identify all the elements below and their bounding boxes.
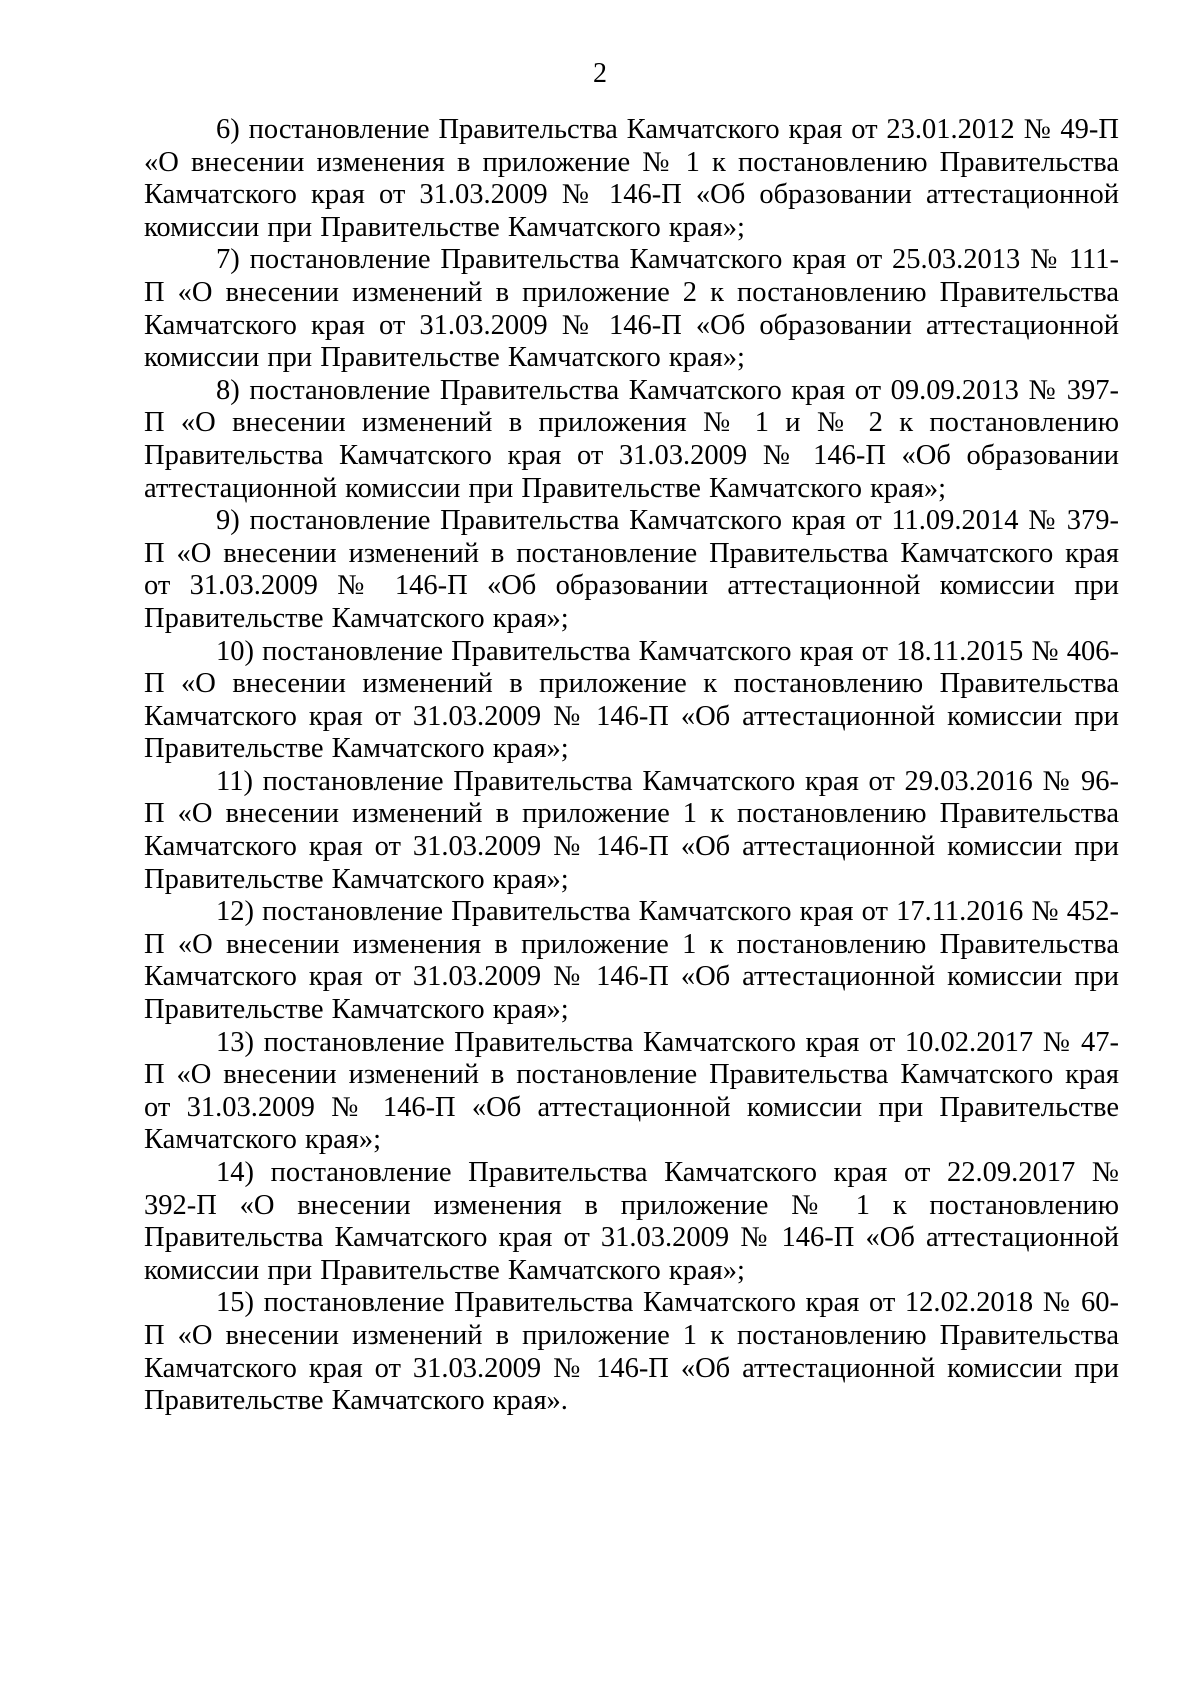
list-item: 10) постановление Правительства Камчатского края от 18.11.2015 № 406-П «О внесении изменений в приложение к постановлению Правительства Камчатского края от 31.03.2009 № 146-П «Об аттестационной комиссии при Правительстве Камчатского края»; (144, 635, 1119, 765)
list-item: 11) постановление Правительства Камчатского края от 29.03.2016 № 96-П «О внесении изменений в приложение 1 к постановлению Правительства Камчатского края от 31.03.2009 № 146-П «Об аттестационной комиссии при Правительстве Камчатского края»; (144, 765, 1119, 895)
list-item: 7) постановление Правительства Камчатского края от 25.03.2013 № 111-П «О внесении изменений в приложение 2 к постановлению Правительства Камчатского края от 31.03.2009 № 146-П «Об образовании аттестационной комиссии при Правительстве Камчатского края»; (144, 244, 1119, 374)
page-number: 2 (593, 58, 607, 89)
list-item: 12) постановление Правительства Камчатского края от 17.11.2016 № 452-П «О внесении изменения в приложение 1 к постановлению Правительства Камчатского края от 31.03.2009 № 146-П «Об аттестационной комиссии при Правительстве Камчатского края»; (144, 896, 1119, 1026)
list-item: 6) постановление Правительства Камчатского края от 23.01.2012 № 49-П «О внесении изменения в приложение № 1 к постановлению Правительства Камчатского края от 31.03.2009 № 146-П «Об образовании аттестационной комиссии при Правительстве Камчатского края»; (144, 114, 1119, 243)
list-item: 13) постановление Правительства Камчатского края от 10.02.2017 № 47-П «О внесении изменений в постановление Правительства Камчатского края от 31.03.2009 № 146-П «Об аттестационной комиссии при Правительстве Камчатского края»; (144, 1026, 1119, 1156)
list-item: 15) постановление Правительства Камчатского края от 12.02.2018 № 60-П «О внесении изменений в приложение 1 к постановлению Правительства Камчатского края от 31.03.2009 № 146-П «Об аттестационной комиссии при Правительстве Камчатского края». (144, 1287, 1119, 1417)
document-body (144, 114, 1119, 1418)
list-item: 14) постановление Правительства Камчатского края от 22.09.2017 № 392-П «О внесении изменения в приложение № 1 к постановлению Правительства Камчатского края от 31.03.2009 № 146-П «Об аттестационной комиссии при Правительстве Камчатского края»; (144, 1157, 1119, 1286)
list-item: 8) постановление Правительства Камчатского края от 09.09.2013 № 397-П «О внесении изменений в приложения № 1 и № 2 к постановлению Правительства Камчатского края от 31.03.2009 № 146-П «Об образовании аттестационной комиссии при Правительстве Камчатского края»; (144, 374, 1119, 504)
list-item: 9) постановление Правительства Камчатского края от 11.09.2014 № 379-П «О внесении изменений в постановление Правительства Камчатского края от 31.03.2009 № 146-П «Об образовании аттестационной комиссии при Правительстве Камчатского края»; (144, 505, 1119, 634)
